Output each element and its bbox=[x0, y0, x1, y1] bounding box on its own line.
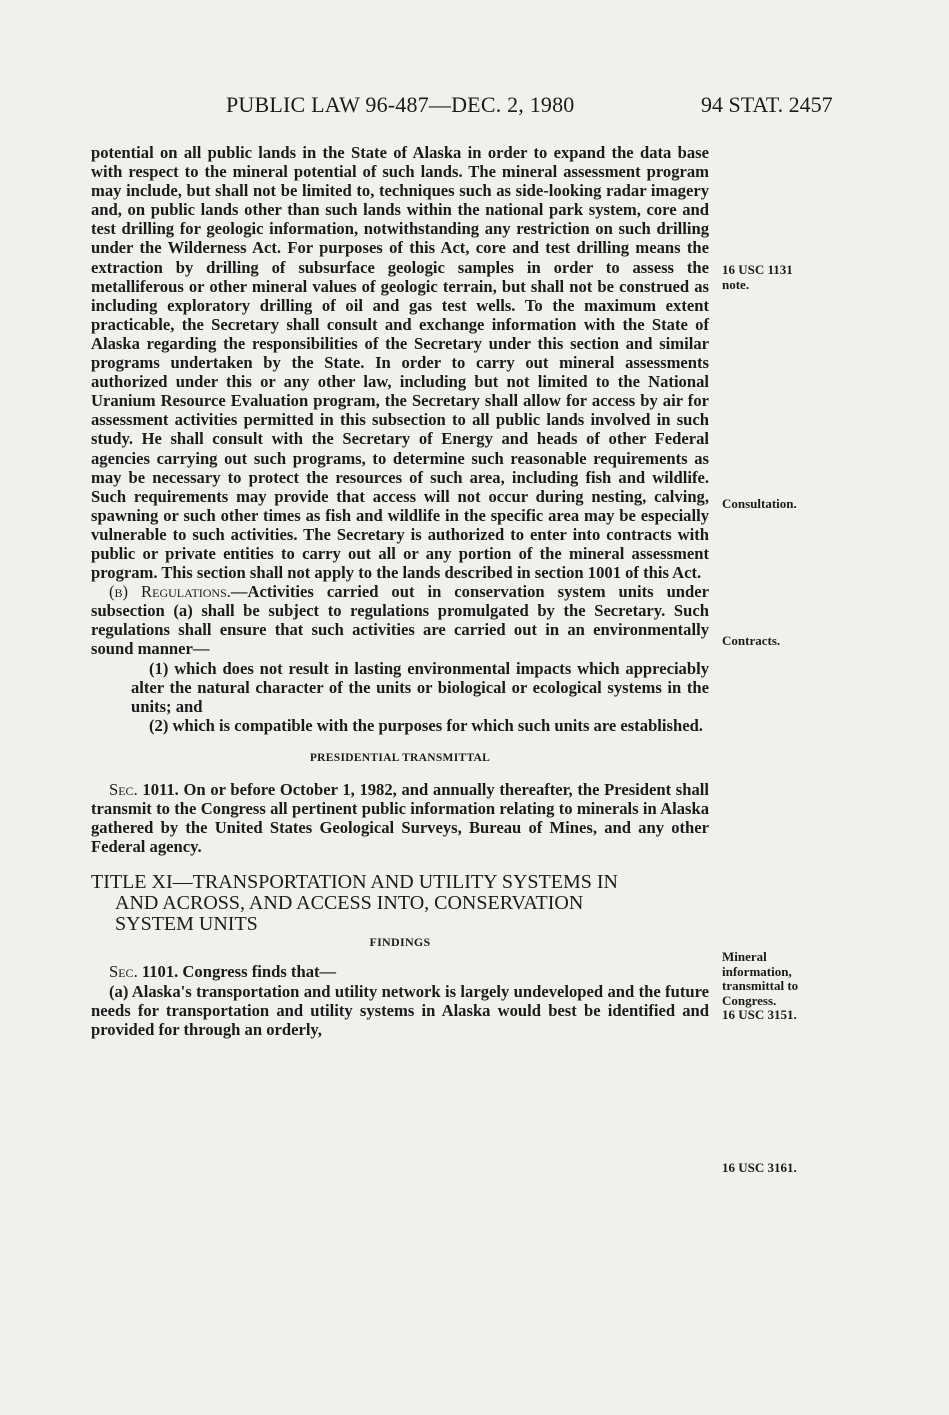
list-item: (2) which is compatible with the purposes for which such units are established. bbox=[149, 715, 703, 735]
section-1101-text: 1101. Congress finds that— bbox=[137, 962, 337, 982]
title-xi-line: TITLE XI—TRANSPORTATION AND UTILITY SYSTEMS IN bbox=[91, 871, 618, 894]
finding-a: (a) Alaska's transportation and utility network is largely undeveloped and the future needs for transportation and utility systems in Alaska would best be identified and provided for through an orderly, bbox=[91, 981, 709, 1039]
statute-reference: 94 STAT. 2457 bbox=[701, 92, 833, 117]
paragraph-regulations bbox=[91, 582, 709, 658]
margin-note-mineral-information: Mineral information, transmittal to Congress. 16 USC 3151. bbox=[722, 949, 799, 1022]
margin-note-16-usc-3161: 16 USC 3161. bbox=[722, 1160, 797, 1175]
section-1011 bbox=[91, 780, 709, 856]
margin-note-contracts: Contracts. bbox=[722, 633, 781, 648]
margin-note-16-usc-1131: 16 USC 1131 note. bbox=[722, 262, 793, 292]
section-1011-text: 1011. On or before October 1, 1982, and annually thereafter, the President shall transmit to the Congress all pertinent public information relating to minerals in Alaska gathered by the United States Geological Surveys, Bureau of Mines, and any other Federal agency. bbox=[91, 780, 709, 857]
section-1101 bbox=[91, 962, 709, 981]
regulations-label: (b) Regulations. bbox=[109, 582, 231, 602]
title-xi-line: SYSTEM UNITS bbox=[115, 913, 258, 936]
regulations-text: —Activities carried out in conservation system units under subsection (a) shall be subject to regulations promulgated by the Secretary. Such regulations shall ensure that such activities are carried out in an environmentally sound manner— bbox=[91, 582, 709, 659]
list-item: (1) which does not result in lasting environmental impacts which appreciably alter the natural character of the units or biological or ecological systems in the units; and bbox=[131, 658, 709, 716]
margin-note-consultation: Consultation. bbox=[722, 496, 797, 511]
paragraph-mineral-assessment: potential on all public lands in the State of Alaska in order to expand the data base with respect to the mineral potential of such lands. The mineral assessment program may include, but shall not be limited to, techniques such as side-looking radar imagery and, on public lands other than such lands within the national park system, core and test drilling for geologic information, notwithstanding any restriction on such drilling under the Wilderness Act. For purposes of this Act, core and test drilling means the extraction by drilling of subsurface geologic samples in order to assess the metalliferous or other mineral values of geologic terrain, but shall not be construed as including exploratory drilling of oil and gas test wells. To the maximum extent practicable, the Secretary shall consult and exchange information with the State of Alaska regarding the responsibilities of the Secretary under this section and similar programs undertaken by the State. In order to carry out mineral assessments authorized under this or any other law, including but not limited to the National Uranium Resource Evaluation program, the Secretary shall allow for access by air for assessment activities permitted in this subsection to all public lands involved in such study. He shall consult with the Secretary of Energy and heads of other Federal agencies carrying out such programs, to determine such reasonable requirements as may be necessary to protect the resources of such area, including fish and wildlife. Such requirements may provide that access will not occur during nesting, calving, spawning or such other times as fish and wildlife in the specific area may be especially vulnerable to such activities. The Secretary is authorized to enter into contracts with public or private entities to carry out all or any portion of the mineral assessment program. This section shall not apply to the lands described in section 1001 of this Act. bbox=[91, 143, 709, 583]
title-xi-heading bbox=[91, 872, 709, 935]
section-heading-presidential-transmittal: PRESIDENTIAL TRANSMITTAL bbox=[309, 751, 491, 764]
section-heading-findings: FINDINGS bbox=[369, 935, 431, 950]
main-text-column bbox=[91, 143, 709, 1039]
section-label: Sec. bbox=[109, 780, 138, 799]
title-xi-line: AND ACROSS, AND ACCESS INTO, CONSERVATION bbox=[115, 892, 584, 915]
section-label: Sec. bbox=[109, 962, 138, 982]
running-head: PUBLIC LAW 96-487—DEC. 2, 1980 bbox=[226, 92, 575, 117]
